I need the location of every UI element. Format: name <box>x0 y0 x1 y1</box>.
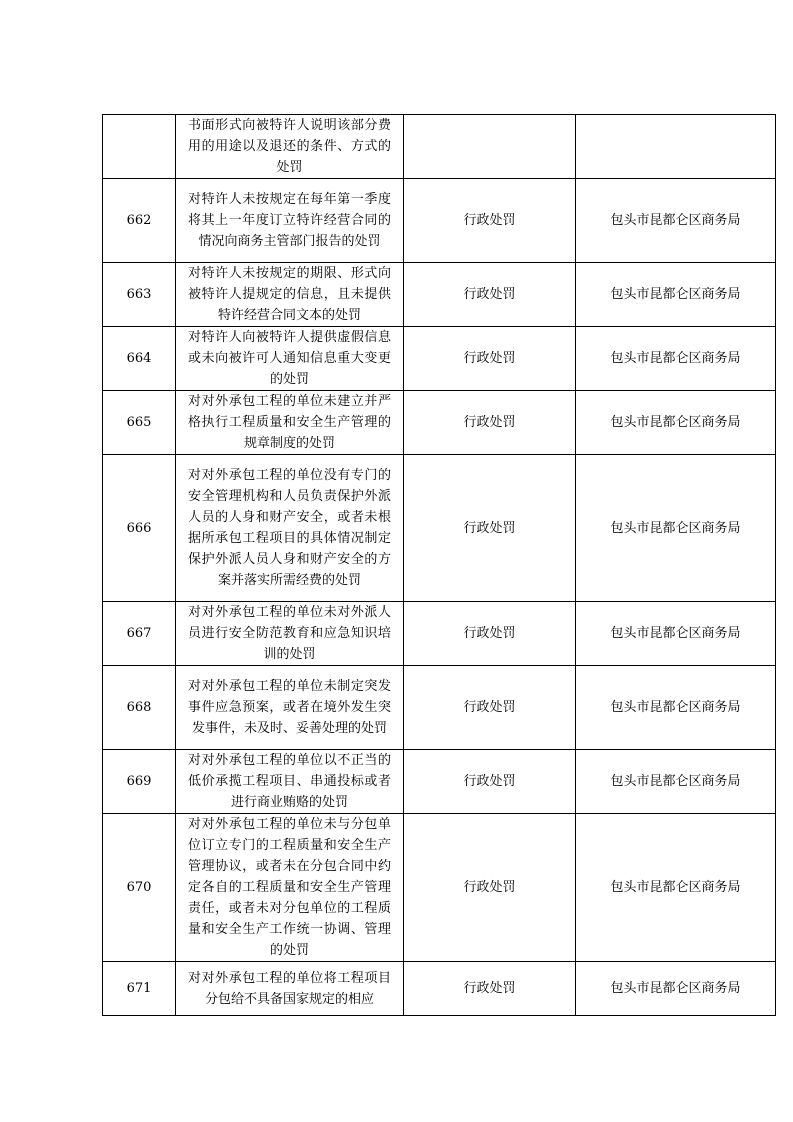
row-number-cell: 666 <box>103 455 176 602</box>
row-number-cell <box>103 115 176 179</box>
department-cell: 包头市昆都仑区商务局 <box>576 814 776 962</box>
table-row <box>103 115 776 179</box>
department-cell: 包头市昆都仑区商务局 <box>576 327 776 391</box>
row-number-cell: 665 <box>103 391 176 455</box>
penalty-item-cell: 对对外承包工程的单位将工程项目分包给不具备国家规定的相应 <box>176 962 404 1016</box>
penalty-type-cell <box>404 115 576 179</box>
table-row <box>103 391 776 455</box>
table-row <box>103 602 776 666</box>
department-cell: 包头市昆都仑区商务局 <box>576 263 776 327</box>
penalty-type-cell: 行政处罚 <box>404 391 576 455</box>
table-row <box>103 666 776 750</box>
penalty-item-cell: 对对外承包工程的单位未与分包单位订立专门的工程质量和安全生产管理协议，或者未在分包合同中约定各自的工程质量和安全生产管理责任，或者未对分包单位的工程质量和安全生产工作统一协调、管理的处罚 <box>176 814 404 962</box>
penalty-item-cell: 对特许人未按规定在每年第一季度将其上一年度订立特许经营合同的情况向商务主管部门报告的处罚 <box>176 179 404 263</box>
table-row <box>103 962 776 1016</box>
table-row <box>103 750 776 814</box>
penalty-type-cell: 行政处罚 <box>404 814 576 962</box>
row-number-cell: 668 <box>103 666 176 750</box>
penalty-type-cell: 行政处罚 <box>404 602 576 666</box>
penalty-item-cell: 对特许人向被特许人提供虚假信息或未向被许可人通知信息重大变更的处罚 <box>176 327 404 391</box>
penalty-type-cell: 行政处罚 <box>404 263 576 327</box>
penalty-item-cell: 对对外承包工程的单位未建立并严格执行工程质量和安全生产管理的规章制度的处罚 <box>176 391 404 455</box>
table-row <box>103 179 776 263</box>
department-cell: 包头市昆都仑区商务局 <box>576 179 776 263</box>
row-number-cell: 669 <box>103 750 176 814</box>
department-cell: 包头市昆都仑区商务局 <box>576 602 776 666</box>
penalty-item-cell: 对对外承包工程的单位没有专门的安全管理机构和人员负责保护外派人员的人身和财产安全，或者未根据所承包工程项目的具体情况制定保护外派人员人身和财产安全的方案并落实所需经费的处罚 <box>176 455 404 602</box>
penalty-type-cell: 行政处罚 <box>404 179 576 263</box>
penalty-item-cell: 书面形式向被特许人说明该部分费用的用途以及退还的条件、方式的处罚 <box>176 115 404 179</box>
department-cell: 包头市昆都仑区商务局 <box>576 750 776 814</box>
penalty-type-cell: 行政处罚 <box>404 327 576 391</box>
table-row <box>103 263 776 327</box>
penalty-item-cell: 对对外承包工程的单位以不正当的低价承揽工程项目、串通投标或者进行商业贿赂的处罚 <box>176 750 404 814</box>
penalty-type-cell: 行政处罚 <box>404 455 576 602</box>
department-cell: 包头市昆都仑区商务局 <box>576 391 776 455</box>
table-row <box>103 814 776 962</box>
row-number-cell: 662 <box>103 179 176 263</box>
row-number-cell: 663 <box>103 263 176 327</box>
department-cell: 包头市昆都仑区商务局 <box>576 666 776 750</box>
table-row <box>103 327 776 391</box>
table-row <box>103 455 776 602</box>
penalty-type-cell: 行政处罚 <box>404 666 576 750</box>
row-number-cell: 667 <box>103 602 176 666</box>
penalty-item-cell: 对对外承包工程的单位未制定突发事件应急预案，或者在境外发生突发事件，未及时、妥善处理的处罚 <box>176 666 404 750</box>
penalty-item-cell: 对特许人未按规定的期限、形式向被特许人提规定的信息，且未提供特许经营合同文本的处罚 <box>176 263 404 327</box>
penalty-type-cell: 行政处罚 <box>404 750 576 814</box>
row-number-cell: 671 <box>103 962 176 1016</box>
row-number-cell: 664 <box>103 327 176 391</box>
row-number-cell: 670 <box>103 814 176 962</box>
penalty-type-cell: 行政处罚 <box>404 962 576 1016</box>
penalty-item-cell: 对对外承包工程的单位未对外派人员进行安全防范教育和应急知识培训的处罚 <box>176 602 404 666</box>
department-cell: 包头市昆都仑区商务局 <box>576 962 776 1016</box>
department-cell: 包头市昆都仑区商务局 <box>576 455 776 602</box>
department-cell <box>576 115 776 179</box>
administrative-penalty-table <box>102 114 776 1016</box>
